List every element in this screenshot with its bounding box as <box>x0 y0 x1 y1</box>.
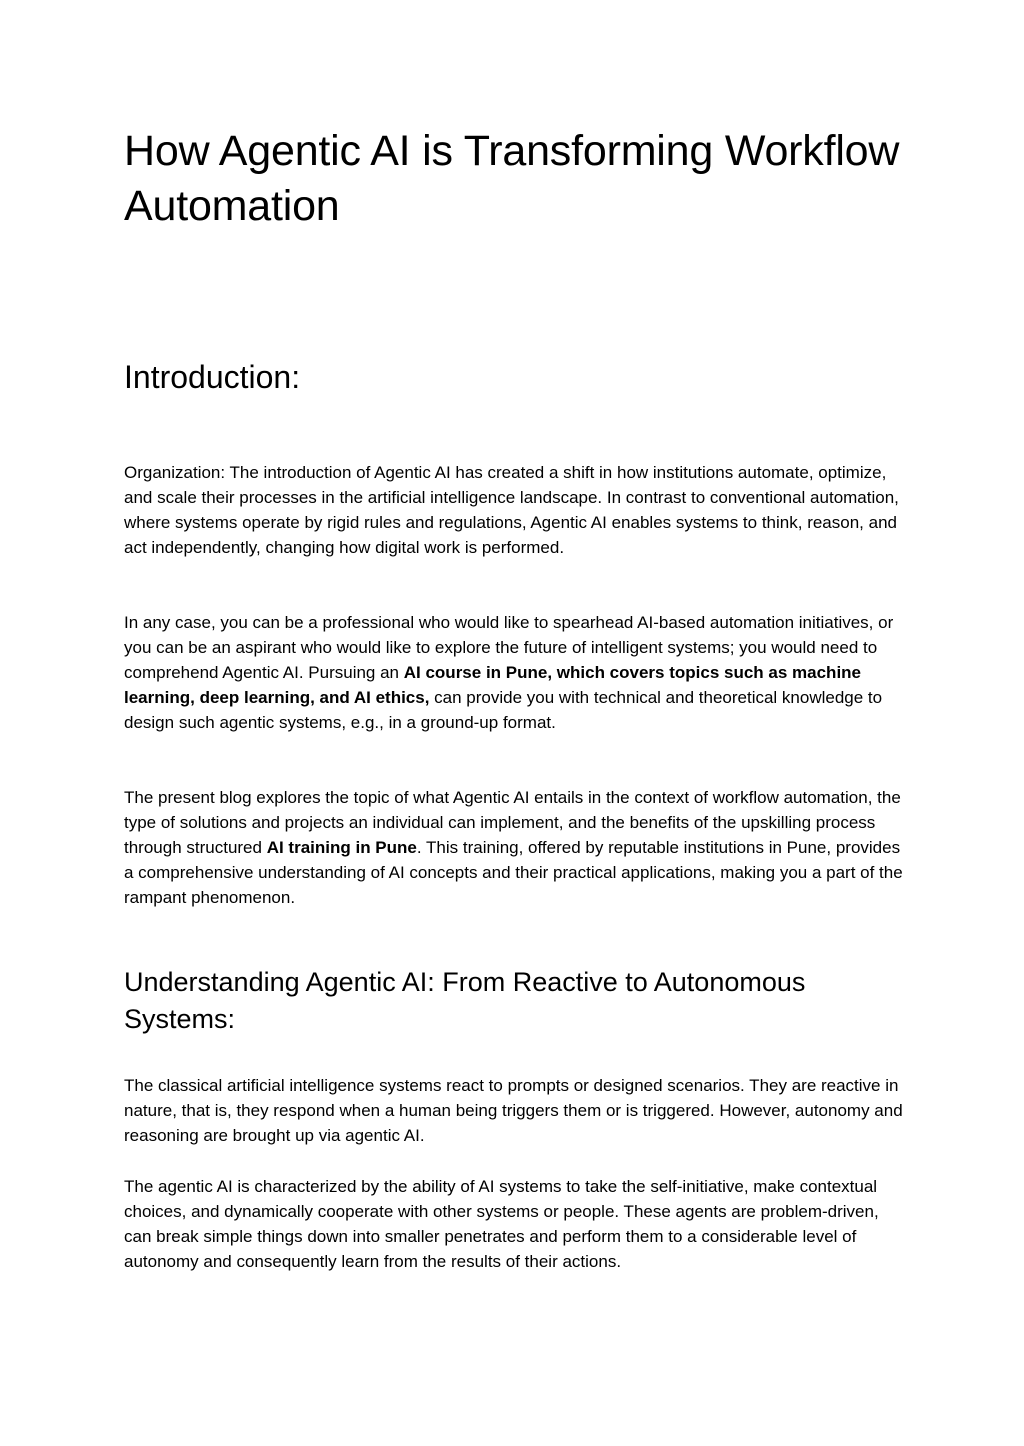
section-heading-introduction: Introduction: <box>124 359 301 395</box>
intro-paragraph-3 <box>124 785 909 910</box>
text-segment: In any case, you can be a professional who would like to spearhead AI-based automation initiatives, or you can be an aspirant who would like to explore the future of intelligent systems; you would need to comprehend Agentic AI. Pursuing an <box>124 613 894 682</box>
text-segment: The present blog explores the topic of what Agentic AI entails in the context of workflow automation, the type of solutions and projects an individual can implement, and the benefits of the upskilling process through structured <box>124 788 901 857</box>
intro-paragraph-1 <box>124 460 909 560</box>
document-title: How Agentic AI is Transforming Workflow Automation <box>124 127 900 230</box>
understanding-paragraph-1 <box>124 1073 909 1148</box>
text-segment: The classical artificial intelligence systems react to prompts or designed scenarios. They are reactive in nature, that is, they respond when a human being triggers them or is triggered. However, autonomy and reasoning are brought up via agentic AI. <box>124 1076 903 1145</box>
intro-paragraph-2 <box>124 610 909 735</box>
section-heading-understanding: Understanding Agentic AI: From Reactive to Autonomous Systems: <box>124 967 806 1034</box>
understanding-paragraph-2 <box>124 1174 909 1274</box>
text-segment: The agentic AI is characterized by the ability of AI systems to take the self-initiative, make contextual choices, and dynamically cooperate with other systems or people. These agents are problem-driven, can break simple things down into smaller penetrates and perform them to a considerable level of autonomy and consequently learn from the results of their actions. <box>124 1177 879 1271</box>
text-segment: . This training, offered by reputable institutions in Pune, provides a comprehensive understanding of AI concepts and their practical applications, making you a part of the rampant phenomenon. <box>124 838 903 907</box>
bold-phrase-ai-course: AI course in Pune, which covers topics such as machine learning, deep learning, and AI ethics, <box>124 663 862 707</box>
bold-phrase-ai-training: AI training in Pune <box>266 838 417 857</box>
text-segment: can provide you with technical and theoretical knowledge to design such agentic systems, e.g., in a ground-up format. <box>124 688 883 732</box>
text-segment: Organization: The introduction of Agentic AI has created a shift in how institutions automate, optimize, and scale their processes in the artificial intelligence landscape. In contrast to conventional automation, where systems operate by rigid rules and regulations, Agentic AI enables systems to think, reason, and act independently, changing how digital work is performed. <box>124 463 899 557</box>
